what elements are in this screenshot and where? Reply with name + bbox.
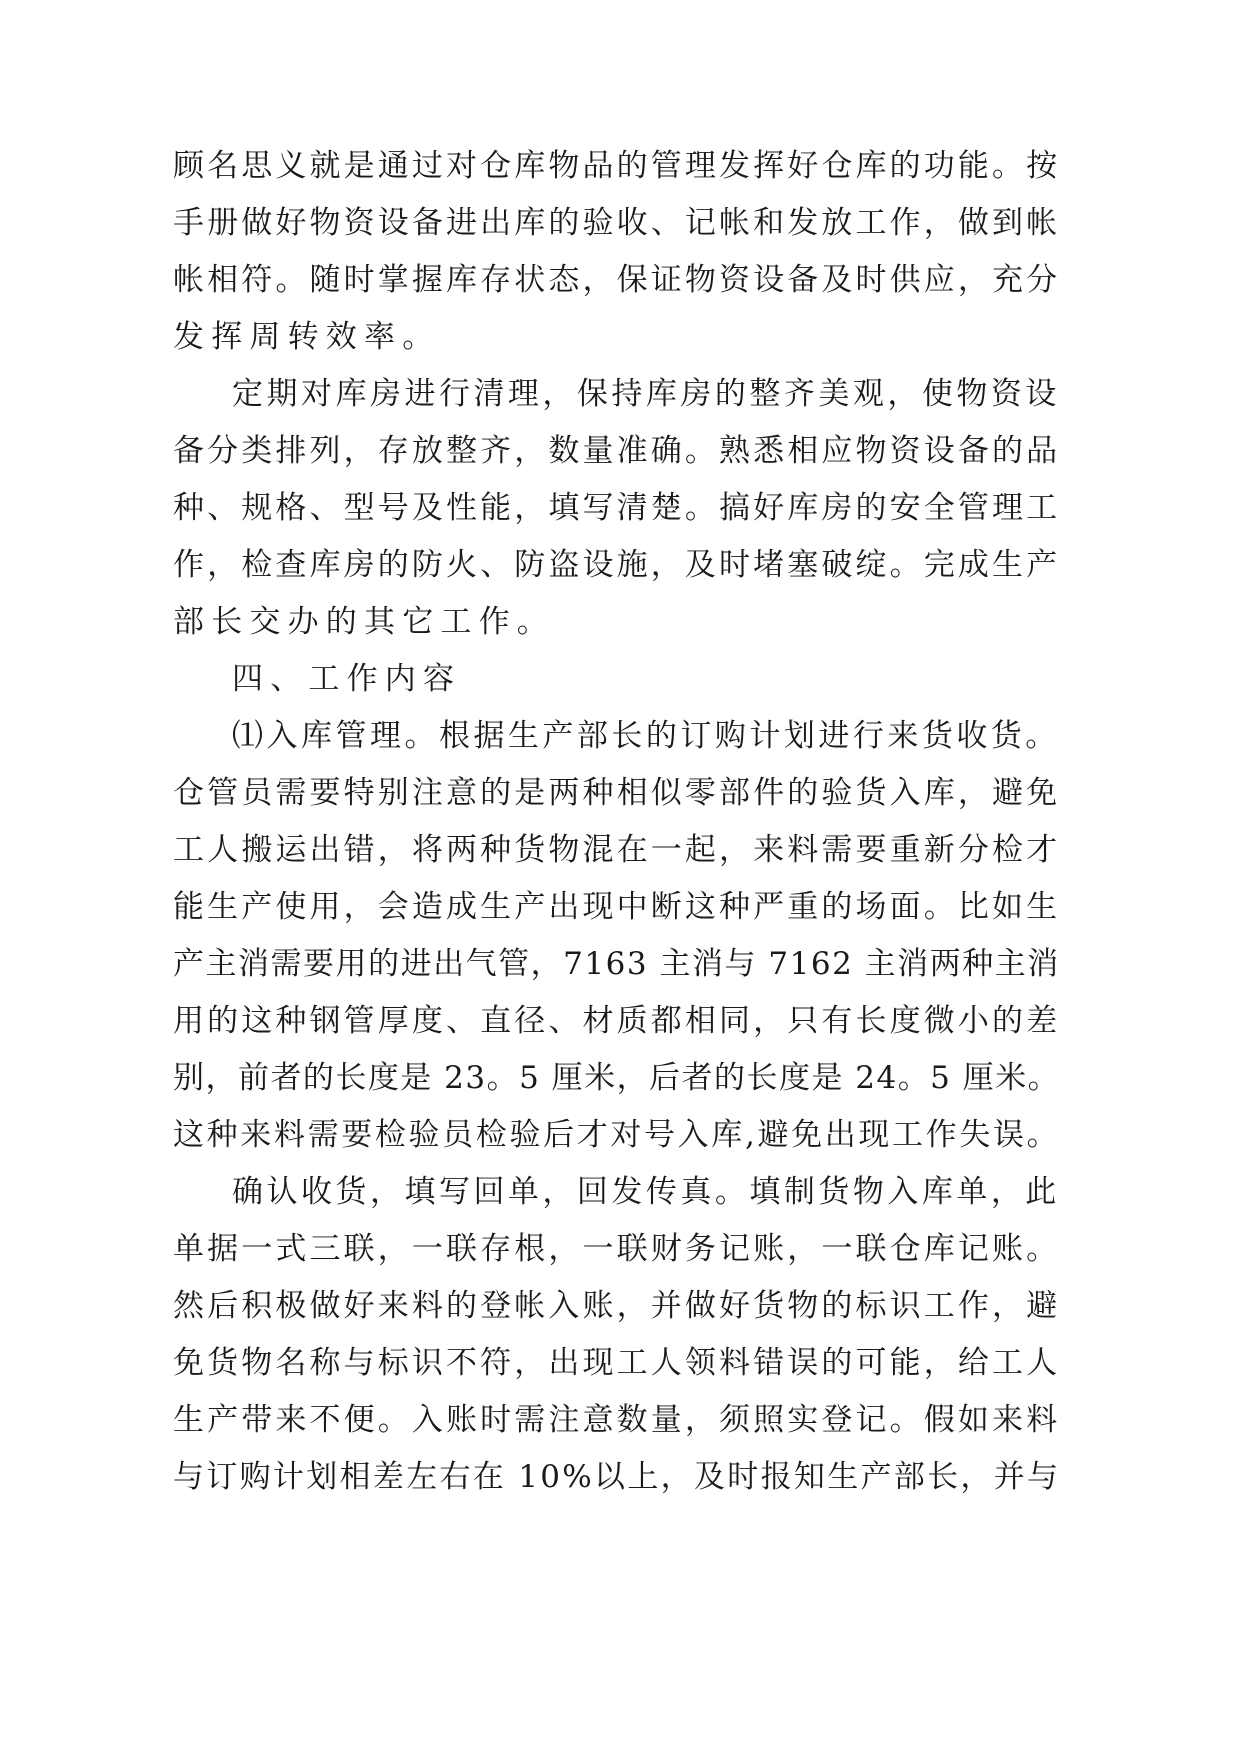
text-line: 能生产使用，会造成生产出现中断这种严重的场面。比如生: [173, 889, 1061, 925]
text-line: 发挥周转效率。: [173, 319, 441, 355]
text-line: 产主消需要用的进出气管，7163 主消与 7162 主消两种主消: [173, 946, 1060, 982]
text-line: 手册做好物资设备进出库的验收、记帐和发放工作，做到帐: [173, 205, 1061, 241]
text-line: 作，检查库房的防火、防盗设施，及时堵塞破绽。完成生产: [173, 547, 1061, 583]
text-line: 别，前者的长度是 23。5 厘米，后者的长度是 24。5 厘米。: [173, 1060, 1061, 1096]
text-line: 顾名思义就是通过对仓库物品的管理发挥好仓库的功能。按: [173, 148, 1061, 184]
section-heading: 四、工作内容: [232, 661, 462, 697]
text-line: ⑴入库管理。根据生产部长的订购计划进行来货收货。: [232, 718, 1060, 754]
text-line: 用的这种钢管厚度、直径、材质都相同，只有长度微小的差: [173, 1003, 1061, 1039]
text-line: 帐相符。随时掌握库存状态，保证物资设备及时供应，充分: [173, 262, 1061, 298]
text-line: 仓管员需要特别注意的是两种相似零部件的验货入库，避免: [173, 775, 1061, 811]
text-line: 然后积极做好来料的登帐入账，并做好货物的标识工作，避: [173, 1288, 1061, 1324]
text-line: 工人搬运出错，将两种货物混在一起，来料需要重新分检才: [173, 832, 1061, 868]
text-line: 与订购计划相差左右在 10%以上，及时报知生产部长，并与: [173, 1459, 1061, 1495]
text-line: 确认收货，填写回单，回发传真。填制货物入库单，此: [232, 1174, 1060, 1210]
text-line: 定期对库房进行清理，保持库房的整齐美观，使物资设: [232, 376, 1060, 412]
text-line: 单据一式三联，一联存根，一联财务记账，一联仓库记账。: [173, 1231, 1061, 1267]
text-line: 部长交办的其它工作。: [173, 604, 555, 640]
text-line: 生产带来不便。入账时需注意数量，须照实登记。假如来料: [173, 1402, 1061, 1438]
text-line: 种、规格、型号及性能，填写清楚。搞好库房的安全管理工: [173, 490, 1061, 526]
text-line: 备分类排列，存放整齐，数量准确。熟悉相应物资设备的品: [173, 433, 1061, 469]
text-line: 免货物名称与标识不符，出现工人领料错误的可能，给工人: [173, 1345, 1061, 1381]
text-line: 这种来料需要检验员检验后才对号入库,避免出现工作失误。: [173, 1117, 1061, 1153]
